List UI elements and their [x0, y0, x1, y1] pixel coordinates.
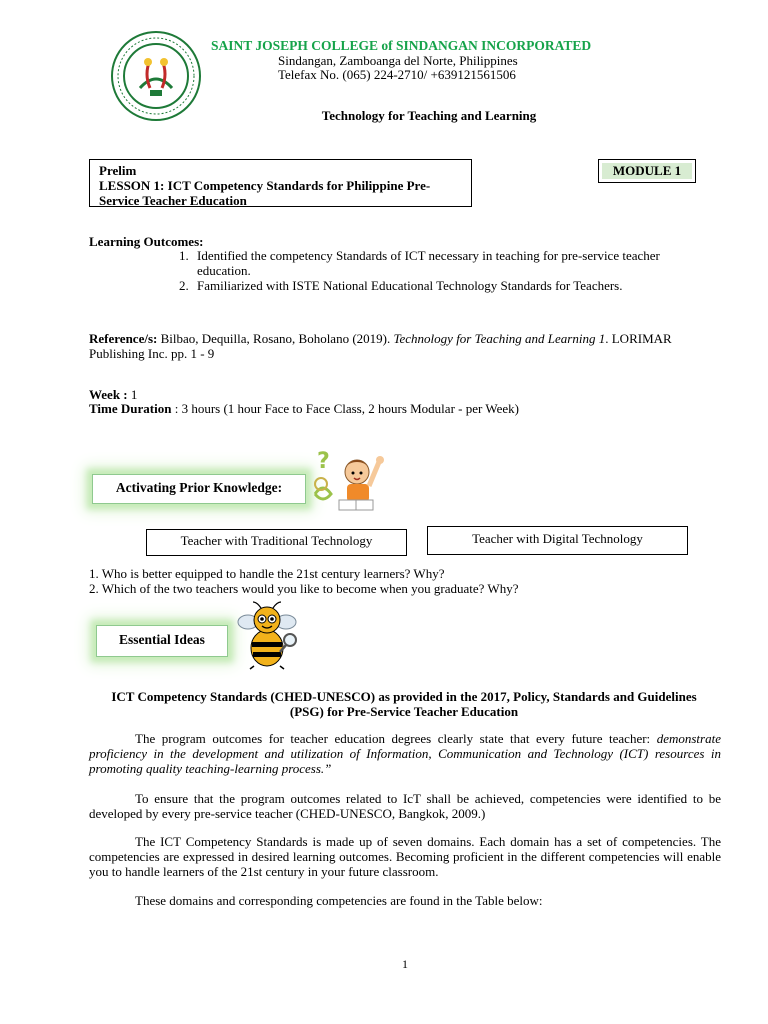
ict-standards-heading: [89, 689, 719, 719]
paragraph-text: The program outcomes for teacher education degrees clearly state that every future teacher:: [135, 731, 657, 746]
list-item-text: Familiarized with ISTE National Educational Technology Standards for Teachers.: [197, 278, 623, 293]
reference-publisher: . LORIMAR: [605, 331, 672, 346]
paragraph-program-outcomes: [89, 731, 721, 776]
question-item: 1. Who is better equipped to handle the 21st century learners? Why?: [89, 566, 445, 581]
reference-publisher-line2: Publishing Inc. pp. 1 - 9: [89, 346, 215, 361]
course-title: Technology for Teaching and Learning: [321, 108, 537, 123]
question-item: 2. Which of the two teachers would you like to become when you graduate? Why?: [89, 581, 519, 596]
list-item-number: 2.: [179, 278, 189, 293]
module-label: MODULE 1: [602, 163, 692, 179]
list-item: [179, 248, 699, 278]
list-item-number: 1.: [179, 248, 189, 263]
activating-prior-knowledge-box: Activating Prior Knowledge:: [92, 474, 306, 504]
week-label: Week :: [89, 387, 128, 402]
paragraph-text: The ICT Competency Standards is made up of seven domains. Each domain has a set of competencies. The competencies are expressed in desired learning outcomes. Becoming proficient in the different competencies will enable you to handle learners of the 21st century in your future classroom.: [89, 834, 721, 879]
paragraph-text: These domains and corresponding competencies are found in the Table below:: [135, 893, 543, 908]
list-item-text: education.: [197, 263, 251, 278]
child-thinking-illustration-icon: [305, 446, 387, 516]
page-number: 1: [402, 957, 408, 971]
duration-label: Time Duration: [89, 401, 172, 416]
school-address: Sindangan, Zamboanga del Norte, Philippines: [278, 53, 518, 68]
duration-line: [89, 401, 519, 416]
lesson-title-line1: LESSON 1: ICT Competency Standards for Philippine Pre-: [99, 178, 431, 193]
reference-authors: Bilbao, Dequilla, Rosano, Boholano (2019).: [157, 331, 394, 346]
lesson-term: Prelim: [99, 163, 137, 178]
week-value: 1: [127, 387, 138, 402]
svg-text:?: ?: [317, 449, 330, 474]
learning-outcomes-label: Learning Outcomes:: [89, 234, 204, 249]
school-name: SAINT JOSEPH COLLEGE of SINDANGAN INCORPORATED: [211, 38, 592, 53]
learning-outcomes-list: [179, 248, 699, 293]
reference-block: [89, 331, 719, 361]
teacher-traditional-box: Teacher with Traditional Technology: [146, 529, 407, 556]
heading-line: ICT Competency Standards (CHED-UNESCO) as provided in the 2017, Policy, Standards and Guidelines: [111, 689, 697, 704]
list-item: [179, 278, 699, 293]
duration-value: : 3 hours (1 hour Face to Face Class, 2 hours Modular - per Week): [171, 401, 519, 416]
paragraph-domains: [89, 834, 721, 879]
lesson-title-line2: Service Teacher Education: [99, 193, 247, 208]
module-badge: [598, 159, 696, 183]
bee-with-magnifier-icon: [234, 600, 302, 670]
lesson-box: [89, 159, 472, 207]
paragraph-competencies: [89, 791, 721, 821]
paragraph-quote: demonstrate proficiency in the development and utilization of Information, Communication and Technology (ICT) resources in promoting quality teaching-learning process.”: [89, 731, 721, 776]
school-telefax: Telefax No. (065) 224-2710/ +639121561506: [278, 67, 516, 82]
reference-book-title: Technology for Teaching and Learning 1: [393, 331, 606, 346]
reference-label: Reference/s:: [89, 331, 158, 346]
essential-ideas-box: Essential Ideas: [96, 625, 228, 657]
paragraph-table-intro: [89, 893, 721, 908]
week-line: [89, 387, 137, 402]
teacher-digital-box: Teacher with Digital Technology: [427, 526, 688, 555]
questions-list: [89, 566, 518, 596]
paragraph-text: To ensure that the program outcomes related to IcT shall be achieved, competencies were identified to be developed by every pre-service teacher (CHED-UNESCO, Bangkok, 2009.): [89, 791, 721, 821]
list-item-text: Identified the competency Standards of ICT necessary in teaching for pre-service teacher: [197, 248, 660, 263]
heading-line: (PSG) for Pre-Service Teacher Education: [289, 704, 519, 719]
